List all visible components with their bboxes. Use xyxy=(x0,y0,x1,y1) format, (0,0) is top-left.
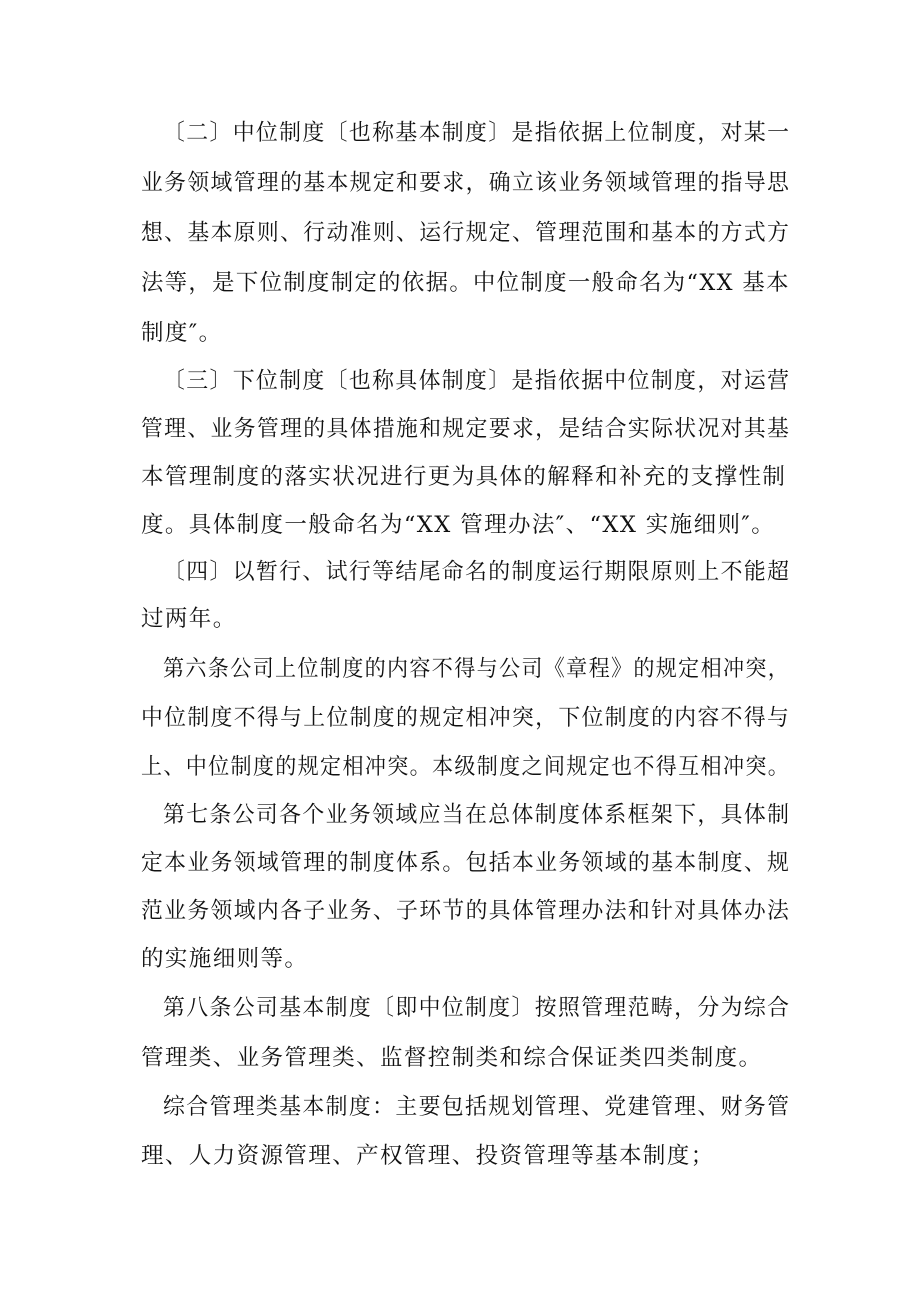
paragraph-line: 〔四〕以暂行、试行等结尾命名的制度运行期限原则上不能超 xyxy=(163,559,791,585)
paragraph-line: 管理、业务管理的具体措施和规定要求，是结合实际状况对其基 xyxy=(141,416,791,442)
paragraph-line: 理、人力资源管理、产权管理、投资管理等基本制度； xyxy=(141,1143,715,1169)
paragraph-line: 综合管理类基本制度：主要包括规划管理、党建管理、财务管 xyxy=(163,1094,791,1120)
paragraph-line: 法等，是下位制度制定的依据。中位制度一般命名为“XX 基本 xyxy=(141,270,790,296)
paragraph-line: 制度″。 xyxy=(141,320,223,346)
paragraph-line: 中位制度不得与上位制度的规定相冲突，下位制度的内容不得与 xyxy=(141,705,791,731)
paragraph-line: 定本业务领域管理的制度体系。包括本业务领域的基本制度、规 xyxy=(141,850,791,876)
paragraph-line: 〔二〕中位制度〔也称基本制度〕是指依据上位制度，对某一 xyxy=(163,120,791,146)
paragraph-line: 上、中位制度的规定相冲突。本级制度之间规定也不得互相冲突。 xyxy=(141,754,791,780)
paragraph-line: 度。具体制度一般命名为“XX 管理办法″、“XX 实施细则″。 xyxy=(141,512,776,538)
paragraph-line: 的实施细则等。 xyxy=(141,946,309,972)
paragraph-line: 想、基本原则、行动准则、运行规定、管理范围和基本的方式方 xyxy=(141,220,791,246)
paragraph-line: 管理类、业务管理类、监督控制类和综合保证类四类制度。 xyxy=(141,1045,763,1071)
paragraph-line: 本管理制度的落实状况进行更为具体的解释和补充的支撑性制 xyxy=(141,464,787,490)
paragraph-line: 第八条公司基本制度〔即中位制度〕按照管理范畴，分为综合 xyxy=(163,995,791,1021)
paragraph-line: 第六条公司上位制度的内容不得与公司《章程》的规定相冲突， xyxy=(163,656,791,682)
paragraph-line: 范业务领域内各子业务、子环节的具体管理办法和针对具体办法 xyxy=(141,898,791,924)
paragraph-line: 业务领域管理的基本规定和要求，确立该业务领域管理的指导思 xyxy=(141,170,791,196)
paragraph-line: 第七条公司各个业务领域应当在总体制度体系框架下，具体制 xyxy=(163,802,791,828)
paragraph-line: 过两年。 xyxy=(141,606,237,632)
paragraph-line: 〔三〕下位制度〔也称具体制度〕是指依据中位制度，对运营 xyxy=(163,368,791,394)
